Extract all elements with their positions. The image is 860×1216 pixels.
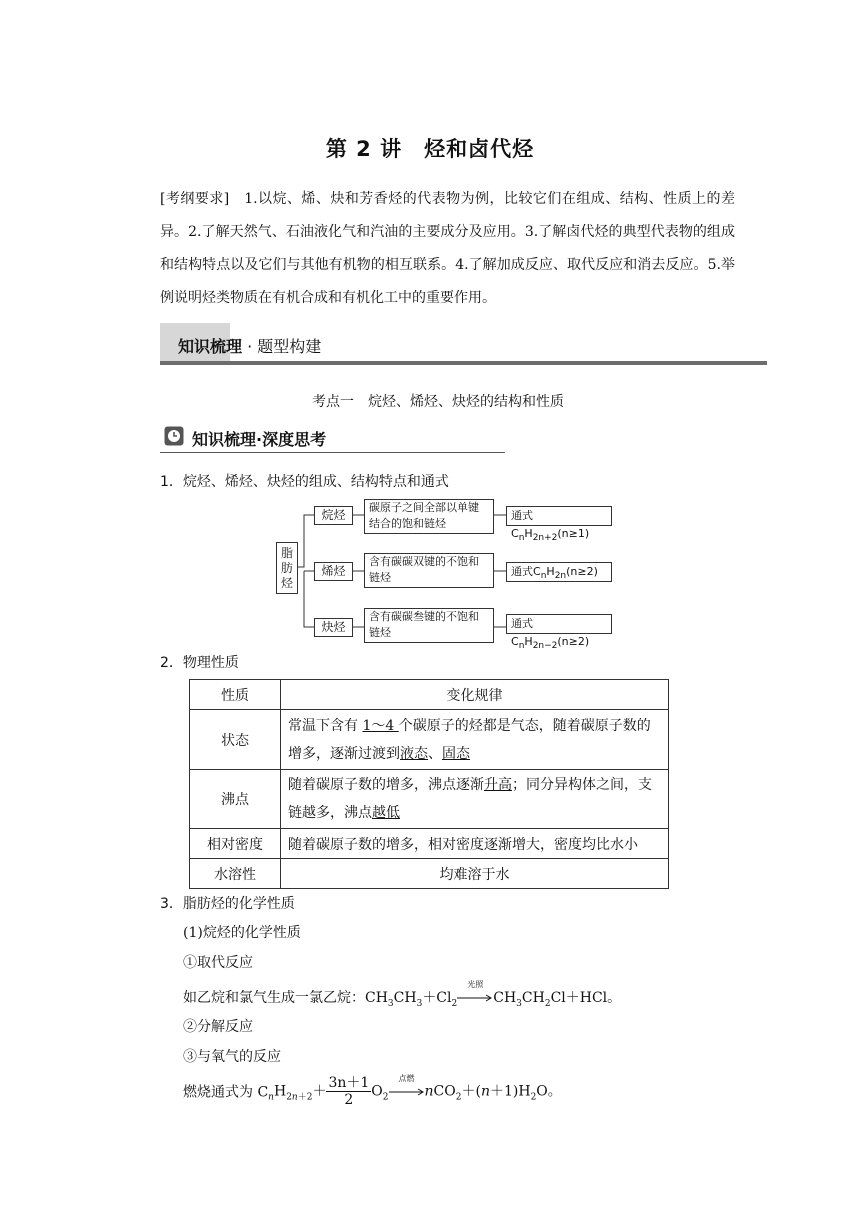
table-cell-prop: 沸点 — [190, 770, 281, 829]
row-0-h: H — [524, 527, 533, 540]
answer-blank: 越低 — [372, 805, 400, 821]
row-1-desc-box — [364, 553, 494, 588]
row-1-desc: 含有碳碳双键的不饱和链烃 — [369, 555, 479, 584]
heading-1: 1．烷烃、烯烃、炔烃的组成、结构特点和通式 — [160, 474, 449, 490]
answer-blank: 1～4 — [362, 717, 399, 734]
fraction-numerator: 3n＋1 — [328, 1075, 370, 1091]
row-1-sub: 2n — [554, 571, 567, 582]
table-cell-desc — [281, 710, 669, 770]
arrow-icon — [389, 1085, 425, 1099]
table-cell-prop: 相对密度 — [190, 829, 281, 859]
row-1-n: n — [540, 571, 547, 582]
fraction — [326, 1075, 371, 1108]
row-2-cond: (n≥2) — [557, 635, 590, 648]
sub-banner-text: 知识梳理·深度思考 — [192, 430, 327, 449]
row-0-name: 烷烃 — [321, 508, 346, 522]
clock-icon — [164, 426, 184, 450]
item-2: ②分解反应 — [183, 1019, 253, 1035]
row-1-h: H — [546, 565, 555, 578]
answer-blank: 升高 — [484, 777, 512, 793]
exam-requirements: [考纲要求] 1.以烷、烯、炔和芳香烃的代表物为例，比较它们在组成、结构、性质上的差异。2.了解天然气、石油液化气和汽油的主要成分及应用。3.了解卤代烃的典型代表物的组成和结构特点以及它们与其他有机物的相互联系。4.了解加成反应、取代反应和消去反应。5.举例说明烃类物质在有机合成和有机化工中的重要作用。 — [160, 191, 735, 306]
arrow-icon — [457, 991, 493, 1005]
row-0-desc: 碳原子之间全部以单键结合的饱和链烃 — [369, 501, 479, 530]
row-2-sub: 2n−2 — [532, 641, 558, 652]
heading-3: 3．脂肪烃的化学性质 — [160, 896, 295, 912]
row-2-desc: 含有碳碳叁键的不饱和链烃 — [369, 610, 479, 639]
sub-heading-1: (1)烷烃的化学性质 — [183, 925, 301, 941]
table-row — [190, 859, 669, 889]
row-2-h: H — [524, 635, 533, 648]
row-2-desc-box — [364, 608, 494, 643]
row-0-name-box — [314, 506, 353, 525]
row-2-formula-box — [506, 614, 612, 652]
page-title: 第 2 讲 烃和卤代烃 — [325, 137, 535, 161]
sub-banner — [160, 422, 505, 453]
table-cell-desc: 均难溶于水 — [281, 859, 669, 889]
equation-2: 燃烧通式为 $C_nH_{2n+2}+$ $\frac{3n+1}{2}$ $O_2$ 点燃 $nCO_2+(n+1)H_2O$。 — [183, 1073, 562, 1108]
eq1-lhs: CH — [365, 990, 388, 1006]
eq1-condition: 光照 — [467, 980, 484, 989]
text-part: 常温下含有 — [288, 717, 363, 734]
eq1-end: 。 — [607, 990, 622, 1006]
item-1: ①取代反应 — [183, 955, 253, 971]
table-row — [190, 770, 669, 829]
table-cell-desc — [281, 770, 669, 829]
row-2-name: 炔烃 — [321, 620, 346, 634]
item-3: ③与氧气的反应 — [183, 1049, 281, 1065]
table-cell-desc: 随着碳原子数的增多，相对密度逐渐增大，密度均比水小 — [281, 829, 669, 859]
reaction-arrow — [389, 1073, 425, 1099]
banner-text — [178, 334, 321, 357]
text-part: 、 — [428, 745, 442, 762]
banner-main: 知识梳理 — [178, 337, 243, 356]
eq2-condition: 点燃 — [398, 1073, 415, 1083]
root-label: 脂肪烃 — [281, 546, 294, 590]
row-0-cond: (n≥1) — [557, 527, 590, 540]
text-part: 个碳原子的烃都是气态，随着碳原子数的增多，逐渐过渡到 — [288, 717, 651, 762]
root-box — [276, 542, 298, 594]
table-cell-prop: 状态 — [190, 710, 281, 770]
reaction-arrow — [457, 980, 493, 1005]
table-row — [190, 829, 669, 859]
equation-1: 如乙烷和氯气生成一氯乙烷：$CH_3CH_3+Cl_2$ 光照 $CH_3CH_2Cl+HCl$。 — [183, 980, 622, 1009]
hydrocarbon-diagram — [276, 497, 616, 652]
row-1-name-box — [314, 562, 353, 581]
row-0-desc-box — [364, 499, 494, 534]
table-header: 变化规律 — [281, 680, 669, 710]
eq2-end: 。 — [547, 1083, 562, 1100]
row-1-cond: (n≥2) — [566, 565, 598, 578]
eq1-prefix: 如乙烷和氯气生成一氯乙烷： — [183, 990, 365, 1006]
row-2-formula-prefix: 通式C — [511, 617, 533, 648]
kaodian-title: 考点一 烷烃、烯烃、炔烃的结构和性质 — [312, 394, 564, 410]
answer-blank: 液态 — [400, 745, 428, 762]
row-1-formula-box — [506, 562, 612, 582]
text-part: ；同分异构体之间，支链越多，沸点 — [288, 777, 652, 821]
table-row — [190, 710, 669, 770]
physical-properties-table — [189, 679, 669, 889]
section-banner — [160, 323, 767, 365]
eq2-prefix: 燃烧通式为 C — [183, 1084, 269, 1101]
table-cell-prop: 水溶性 — [190, 859, 281, 889]
answer-blank: 固态 — [442, 745, 470, 762]
row-1-name: 烯烃 — [321, 564, 346, 578]
row-0-n: n — [518, 533, 525, 544]
text-part: 随着碳原子数的增多，沸点逐渐 — [288, 777, 484, 793]
fraction-denominator: 2 — [344, 1092, 354, 1108]
table-header: 性质 — [190, 680, 281, 710]
row-0-sub: 2n+2 — [532, 533, 558, 544]
banner-sub: 题型构建 — [257, 337, 322, 356]
banner-dot: · — [247, 337, 253, 356]
row-2-name-box — [314, 618, 353, 637]
row-1-formula-prefix: 通式C — [511, 565, 541, 578]
table-header-row — [190, 680, 669, 710]
row-2-n: n — [518, 641, 525, 652]
row-0-formula-prefix: 通式C — [511, 509, 533, 540]
heading-2: 2．物理性质 — [160, 655, 239, 671]
banner-bar — [160, 361, 767, 365]
